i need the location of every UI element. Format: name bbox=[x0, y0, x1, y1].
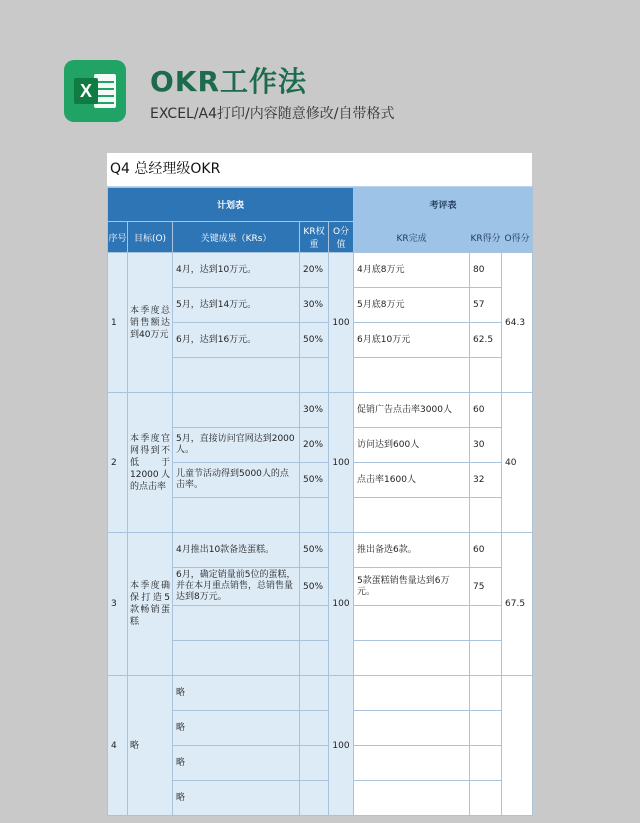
kr-done-cell[interactable]: 点击率1600人 bbox=[354, 463, 470, 498]
kr-score-cell[interactable] bbox=[470, 498, 502, 533]
kr-done-cell[interactable] bbox=[354, 498, 470, 533]
kr-done-cell[interactable] bbox=[354, 676, 470, 711]
kr-score-cell[interactable] bbox=[470, 641, 502, 676]
o-value-cell[interactable]: 100 bbox=[329, 676, 354, 816]
kr-score-cell[interactable]: 32 bbox=[470, 463, 502, 498]
kr-weight-cell[interactable] bbox=[300, 606, 329, 641]
kr-weight-cell[interactable] bbox=[300, 676, 329, 711]
kr-weight-cell[interactable] bbox=[300, 358, 329, 393]
o-score-cell[interactable] bbox=[502, 676, 533, 816]
group-plan-header: 计划表 bbox=[108, 188, 354, 222]
kr-score-cell[interactable] bbox=[470, 781, 502, 816]
o-value-cell[interactable]: 100 bbox=[329, 533, 354, 676]
group-eval-header: 考评表 bbox=[354, 188, 533, 222]
kr-cell[interactable]: 略 bbox=[173, 781, 300, 816]
kr-cell[interactable]: 6月，达到16万元。 bbox=[173, 323, 300, 358]
kr-score-cell[interactable] bbox=[470, 358, 502, 393]
col-kr-done-header: KR完成 bbox=[354, 222, 470, 253]
kr-cell[interactable]: 略 bbox=[173, 746, 300, 781]
kr-weight-cell[interactable]: 30% bbox=[300, 393, 329, 428]
objective-cell[interactable]: 略 bbox=[128, 676, 173, 816]
kr-done-cell[interactable] bbox=[354, 641, 470, 676]
o-value-cell[interactable]: 100 bbox=[329, 393, 354, 533]
kr-weight-cell[interactable] bbox=[300, 641, 329, 676]
kr-done-cell[interactable]: 5月底8万元 bbox=[354, 288, 470, 323]
kr-weight-cell[interactable]: 50% bbox=[300, 323, 329, 358]
kr-weight-cell[interactable]: 50% bbox=[300, 568, 329, 606]
o-value-cell[interactable]: 100 bbox=[329, 253, 354, 393]
kr-done-cell[interactable]: 推出备选6款。 bbox=[354, 533, 470, 568]
kr-cell[interactable]: 略 bbox=[173, 676, 300, 711]
kr-score-cell[interactable] bbox=[470, 676, 502, 711]
kr-score-cell[interactable] bbox=[470, 606, 502, 641]
kr-cell[interactable] bbox=[173, 498, 300, 533]
kr-cell[interactable]: 略 bbox=[173, 711, 300, 746]
kr-cell[interactable] bbox=[173, 641, 300, 676]
excel-icon bbox=[64, 60, 126, 122]
kr-score-cell[interactable]: 57 bbox=[470, 288, 502, 323]
kr-cell[interactable] bbox=[173, 393, 300, 428]
seq-cell[interactable]: 3 bbox=[108, 533, 128, 676]
kr-weight-cell[interactable]: 30% bbox=[300, 288, 329, 323]
kr-weight-cell[interactable]: 50% bbox=[300, 463, 329, 498]
table-row bbox=[108, 253, 533, 288]
kr-weight-cell[interactable] bbox=[300, 711, 329, 746]
page-subtitle: EXCEL/A4打印/内容随意修改/自带格式 bbox=[150, 106, 395, 122]
col-o-value-header: O分值 bbox=[329, 222, 354, 253]
kr-weight-cell[interactable]: 20% bbox=[300, 253, 329, 288]
kr-score-cell[interactable] bbox=[470, 711, 502, 746]
kr-done-cell[interactable]: 6月底10万元 bbox=[354, 323, 470, 358]
kr-cell[interactable]: 4月，达到10万元。 bbox=[173, 253, 300, 288]
col-o-score-header: O得分 bbox=[502, 222, 533, 253]
col-kr-weight-header: KR权重 bbox=[300, 222, 329, 253]
page-title: OKR工作法 bbox=[150, 65, 308, 98]
kr-cell[interactable] bbox=[173, 358, 300, 393]
sheet-title: Q4 总经理级OKR bbox=[107, 153, 532, 187]
kr-weight-cell[interactable] bbox=[300, 498, 329, 533]
kr-weight-cell[interactable] bbox=[300, 746, 329, 781]
kr-done-cell[interactable]: 5款蛋糕销售量达到6万元。 bbox=[354, 568, 470, 606]
kr-cell[interactable]: 4月推出10款备选蛋糕。 bbox=[173, 533, 300, 568]
kr-cell[interactable]: 6月，确定销量前5位的蛋糕，并在本月重点销售，总销售量达到8万元。 bbox=[173, 568, 300, 606]
kr-done-cell[interactable]: 访问达到600人 bbox=[354, 428, 470, 463]
seq-cell[interactable]: 1 bbox=[108, 253, 128, 393]
kr-score-cell[interactable]: 30 bbox=[470, 428, 502, 463]
kr-weight-cell[interactable]: 50% bbox=[300, 533, 329, 568]
kr-score-cell[interactable] bbox=[470, 746, 502, 781]
kr-score-cell[interactable]: 80 bbox=[470, 253, 502, 288]
kr-done-cell[interactable] bbox=[354, 606, 470, 641]
col-seq-header: 序号 bbox=[108, 222, 128, 253]
table-row bbox=[108, 676, 533, 711]
table-row bbox=[108, 533, 533, 568]
kr-done-cell[interactable]: 4月底8万元 bbox=[354, 253, 470, 288]
kr-cell[interactable]: 儿童节活动得到5000人的点击率。 bbox=[173, 463, 300, 498]
kr-score-cell[interactable]: 75 bbox=[470, 568, 502, 606]
okr-table bbox=[107, 187, 533, 816]
seq-cell[interactable]: 2 bbox=[108, 393, 128, 533]
kr-done-cell[interactable] bbox=[354, 781, 470, 816]
kr-done-cell[interactable] bbox=[354, 711, 470, 746]
kr-done-cell[interactable] bbox=[354, 746, 470, 781]
kr-score-cell[interactable]: 60 bbox=[470, 393, 502, 428]
col-kr-score-header: KR得分 bbox=[470, 222, 502, 253]
kr-weight-cell[interactable] bbox=[300, 781, 329, 816]
kr-cell[interactable]: 5月，达到14万元。 bbox=[173, 288, 300, 323]
okr-sheet bbox=[107, 153, 532, 803]
kr-done-cell[interactable] bbox=[354, 358, 470, 393]
col-objective-header: 目标(O) bbox=[128, 222, 173, 253]
table-row bbox=[108, 393, 533, 428]
kr-score-cell[interactable]: 62.5 bbox=[470, 323, 502, 358]
kr-cell[interactable]: 5月，直接访问官网达到2000人。 bbox=[173, 428, 300, 463]
objective-cell[interactable]: 本季度确保打造5款畅销蛋糕 bbox=[128, 533, 173, 676]
kr-done-cell[interactable]: 促销广告点击率3000人 bbox=[354, 393, 470, 428]
kr-cell[interactable] bbox=[173, 606, 300, 641]
seq-cell[interactable]: 4 bbox=[108, 676, 128, 816]
objective-cell[interactable]: 本季度官网得到不低于12000人的点击率 bbox=[128, 393, 173, 533]
svg-text:X: X bbox=[79, 81, 93, 101]
kr-score-cell[interactable]: 60 bbox=[470, 533, 502, 568]
o-score-cell[interactable]: 67.5 bbox=[502, 533, 533, 676]
kr-weight-cell[interactable]: 20% bbox=[300, 428, 329, 463]
o-score-cell[interactable]: 40 bbox=[502, 393, 533, 533]
o-score-cell[interactable]: 64.3 bbox=[502, 253, 533, 393]
objective-cell[interactable]: 本季度总销售额达到40万元 bbox=[128, 253, 173, 393]
col-kr-header: 关键成果（KRs） bbox=[173, 222, 300, 253]
